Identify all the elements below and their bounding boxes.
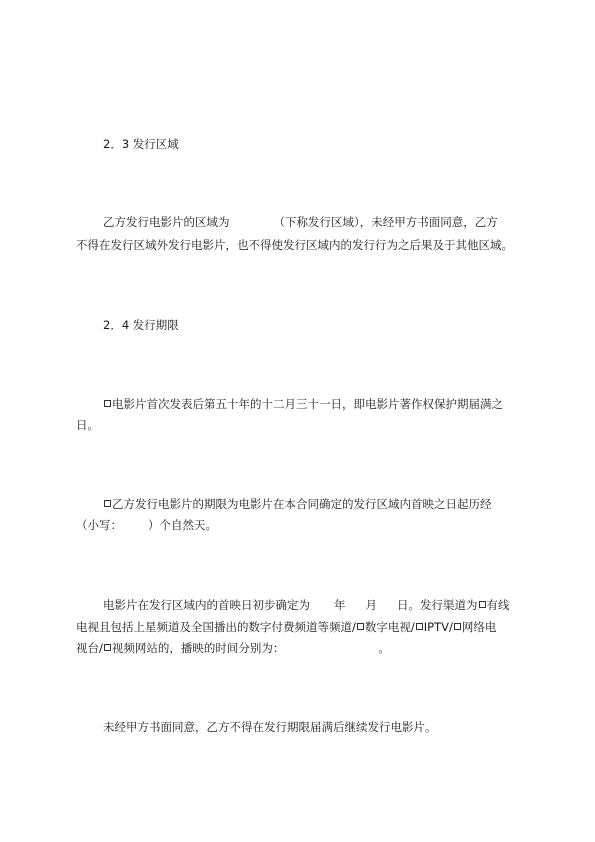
checkbox-icon[interactable] [454,623,461,630]
region-paragraph-line1 [103,215,498,229]
option2-line1 [103,497,492,511]
video-site-label: 视频网站的，播映的时间分别为： [111,641,285,655]
channels-text: 电视且包括上星频道及全国播出的数字付费频道等频道/ [76,620,356,634]
net-tv-label: 网络电 [461,620,497,634]
premiere-month: 月 [365,598,377,612]
channels-line2 [76,620,496,634]
option1-line2: 日。 [76,418,99,432]
option2-text-b: ）个自然天。 [148,518,217,532]
checkbox-icon[interactable] [357,623,364,630]
option2-text: 乙方发行电影片的期限为电影片在本合同确定的发行区域内首映之日起历经 [112,497,492,511]
option2-text-a: （小写： [76,518,122,532]
option2-line2 [76,518,217,532]
section-2-4-heading: 2．4 发行期限 [103,318,179,332]
section-2-3-heading: 2．3 发行区域 [103,137,179,151]
option1-text: 电影片首次发表后第五十年的十二月三十一日，即电影片著作权保护期届满之 [112,397,503,411]
final-paragraph: 未经甲方书面同意，乙方不得在发行期限届满后继续发行电影片。 [103,720,437,734]
iptv-label: IPTV/ [423,620,453,634]
line-end-period: 。 [378,641,390,655]
region-text-a: 乙方发行电影片的区域为 [103,215,230,229]
channels-line3 [76,641,390,655]
digital-tv-label: 数字电视/ [364,620,415,634]
region-paragraph-line2: 不得在发行区域外发行电影片，也不得使发行区域内的发行行为之后果及于其他区域。 [76,238,513,252]
region-text-b: （下称发行区域），未经甲方书面同意，乙方 [273,215,498,229]
checkbox-icon[interactable] [416,623,423,630]
premiere-line1 [103,598,510,612]
premiere-day: 日。发行渠道为 [397,598,478,612]
net-tv-label-cont: 视台/ [76,641,103,655]
cable-label: 有线 [486,598,510,612]
checkbox-icon[interactable] [104,500,111,507]
checkbox-icon[interactable] [104,400,111,407]
option1-line1 [103,397,503,411]
checkbox-icon[interactable] [479,601,486,608]
premiere-text: 电影片在发行区域内的首映日初步确定为 [103,598,310,612]
checkbox-icon[interactable] [104,644,111,651]
premiere-year: 年 [334,598,346,612]
